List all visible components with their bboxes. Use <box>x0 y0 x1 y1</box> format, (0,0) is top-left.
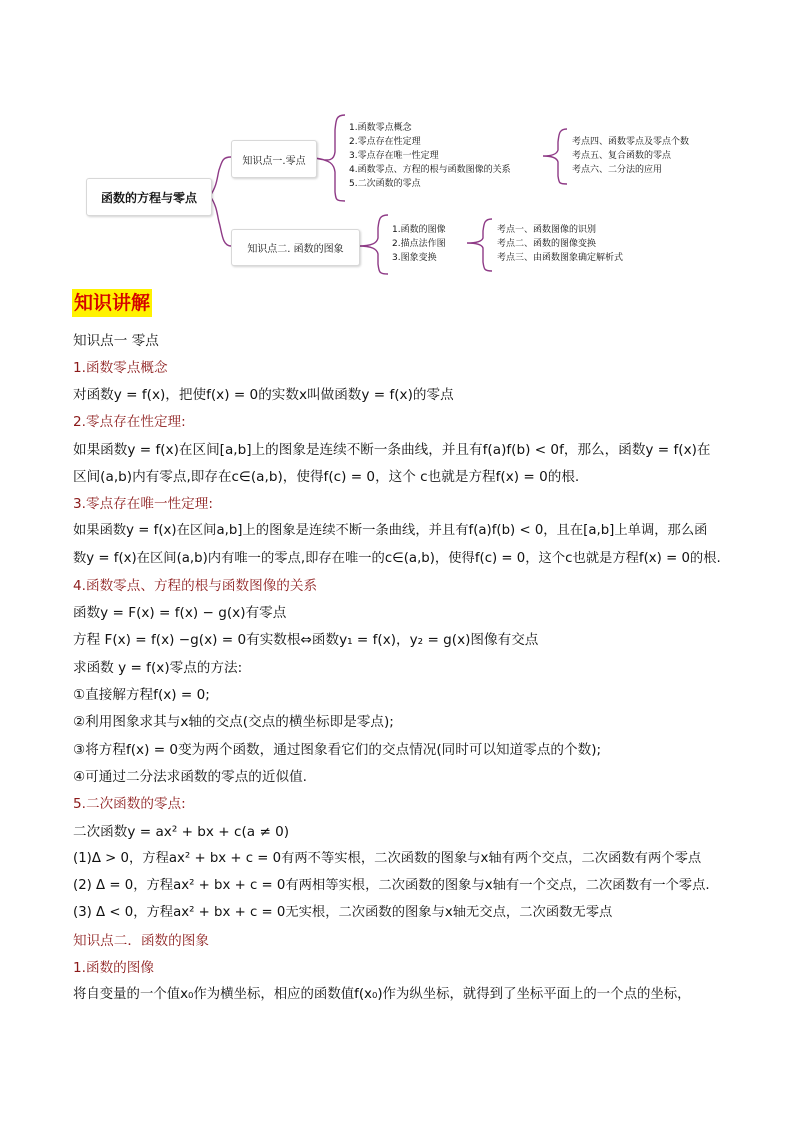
branch1-items-bracket <box>315 115 345 201</box>
method-item-1: ①直接解方程f(x) = 0; <box>73 687 210 703</box>
mindmap-item: 2.描点法作图 <box>392 239 446 249</box>
method-item-2: ②利用图象求其与x轴的交点(交点的横坐标即是零点); <box>73 714 394 730</box>
mindmap-branch1-label: 知识点一.零点 <box>242 155 306 167</box>
subheading-existence-theorem: 2.零点存在性定理: <box>73 414 186 430</box>
paragraph-relationship-1: 函数y = F(x) = f(x) − g(x)有零点 <box>73 605 287 621</box>
mindmap-item: 3.零点存在唯一性定理 <box>349 151 439 161</box>
paragraph-zero-definition: 对函数y = f(x)，把使f(x) = 0的实数x叫做函数y = f(x)的零点 <box>73 387 454 403</box>
subheading-relationship: 4.函数零点、方程的根与函数图像的关系 <box>73 578 318 594</box>
subheading-knowledge-point-1: 知识点一 零点 <box>73 333 159 349</box>
section-heading: 知识讲解 <box>72 289 152 317</box>
subheading-uniqueness-theorem: 3.零点存在唯一性定理: <box>73 496 213 512</box>
paragraph-uniqueness-2: 数y = f(x)在区间(a,b)内有唯一的零点,即存在唯一的c∈(a,b)，使得f(c) = 0，这个c也就是方程f(x) = 0的根. <box>73 551 721 566</box>
mindmap-exam-point: 考点五、复合函数的零点 <box>572 151 672 161</box>
quadratic-case-3: (3) Δ < 0，方程ax² + bx + c = 0无实根，二次函数的图象与x轴无交点，二次函数无零点 <box>73 905 613 920</box>
mindmap-item: 5.二次函数的零点 <box>349 179 421 189</box>
mindmap-exam-point: 考点四、函数零点及零点个数 <box>572 137 690 147</box>
mindmap-item: 1.函数的图像 <box>392 225 446 235</box>
branch1-exam-bracket <box>543 129 567 184</box>
mindmap-exam-point: 考点一、函数图像的识别 <box>497 225 597 235</box>
quadratic-case-1: (1)Δ > 0，方程ax² + bx + c = 0有两不等实根，二次函数的图象与x轴有两个交点，二次函数有两个零点 <box>73 851 702 866</box>
paragraph-uniqueness-1: 如果函数y = f(x)在区间a,b]上的图象是连续不断一条曲线，并且有f(a)f(b) < 0，且在[a,b]上单调，那么函 <box>73 523 708 538</box>
subheading-quadratic-zeros: 5.二次函数的零点: <box>73 796 186 812</box>
paragraph-methods-intro: 求函数 y = f(x)零点的方法: <box>73 660 243 676</box>
subheading-function-graph: 1.函数的图像 <box>73 960 154 976</box>
paragraph-relationship-2: 方程 F(x) = f(x) −g(x) = 0有实数根⇔函数y₁ = f(x)，y₂ = g(x)图像有交点 <box>73 632 539 648</box>
paragraph-quadratic-definition: 二次函数y = ax² + bx + c(a ≠ 0) <box>73 824 290 840</box>
branch2-exam-bracket <box>467 219 492 271</box>
mindmap-root-node <box>86 178 212 216</box>
branch2-items-bracket <box>358 215 388 274</box>
mindmap-item: 3.图象变换 <box>392 253 437 263</box>
mindmap-exam-point: 考点二、函数的图像变换 <box>497 239 597 249</box>
mindmap-branch1-node <box>231 140 317 178</box>
mindmap-item: 2.零点存在性定理 <box>349 137 421 147</box>
paragraph-existence-1: 如果函数y = f(x)在区间[a,b]上的图象是连续不断一条曲线，并且有f(a)f(b) < 0f，那么，函数y = f(x)在 <box>73 442 711 458</box>
mindmap-branch1-exam-points <box>572 135 689 177</box>
mindmap-exam-point: 考点三、由函数图象确定解析式 <box>497 253 624 263</box>
subheading-knowledge-point-2: 知识点二．函数的图象 <box>73 933 209 949</box>
root-bracket <box>210 157 231 246</box>
mindmap-branch2-node <box>231 229 360 266</box>
paragraph-existence-2: 区间(a,b)内有零点,即存在c∈(a,b)，使得f(c) = 0，这个 c也就是方程f(x) = 0的根. <box>73 469 580 485</box>
mindmap-branch2-exam-points <box>497 223 623 265</box>
mindmap-branch2-items <box>392 223 446 265</box>
paragraph-function-graph: 将自变量的一个值x₀作为横坐标，相应的函数值f(x₀)作为纵坐标，就得到了坐标平面上的一个点的坐标， <box>73 987 691 1002</box>
mindmap-root-label: 函数的方程与零点 <box>100 190 197 205</box>
mindmap-item: 4.函数零点、方程的根与函数图像的关系 <box>349 165 511 175</box>
quadratic-case-2: (2) Δ = 0，方程ax² + bx + c = 0有两相等实根，二次函数的图象与x轴有一个交点，二次函数有一个零点. <box>73 878 710 893</box>
mindmap-exam-point: 考点六、二分法的应用 <box>572 165 663 175</box>
method-item-3: ③将方程f(x) = 0变为两个函数，通过图象看它们的交点情况(同时可以知道零点的个数); <box>73 742 602 758</box>
method-item-4: ④可通过二分法求函数的零点的近似值. <box>73 769 308 785</box>
mindmap-branch2-label: 知识点二. 函数的图象 <box>247 244 344 255</box>
subheading-zero-concept: 1.函数零点概念 <box>73 360 168 376</box>
mindmap-branch1-items <box>349 121 511 191</box>
mindmap-item: 1.函数零点概念 <box>349 123 412 133</box>
